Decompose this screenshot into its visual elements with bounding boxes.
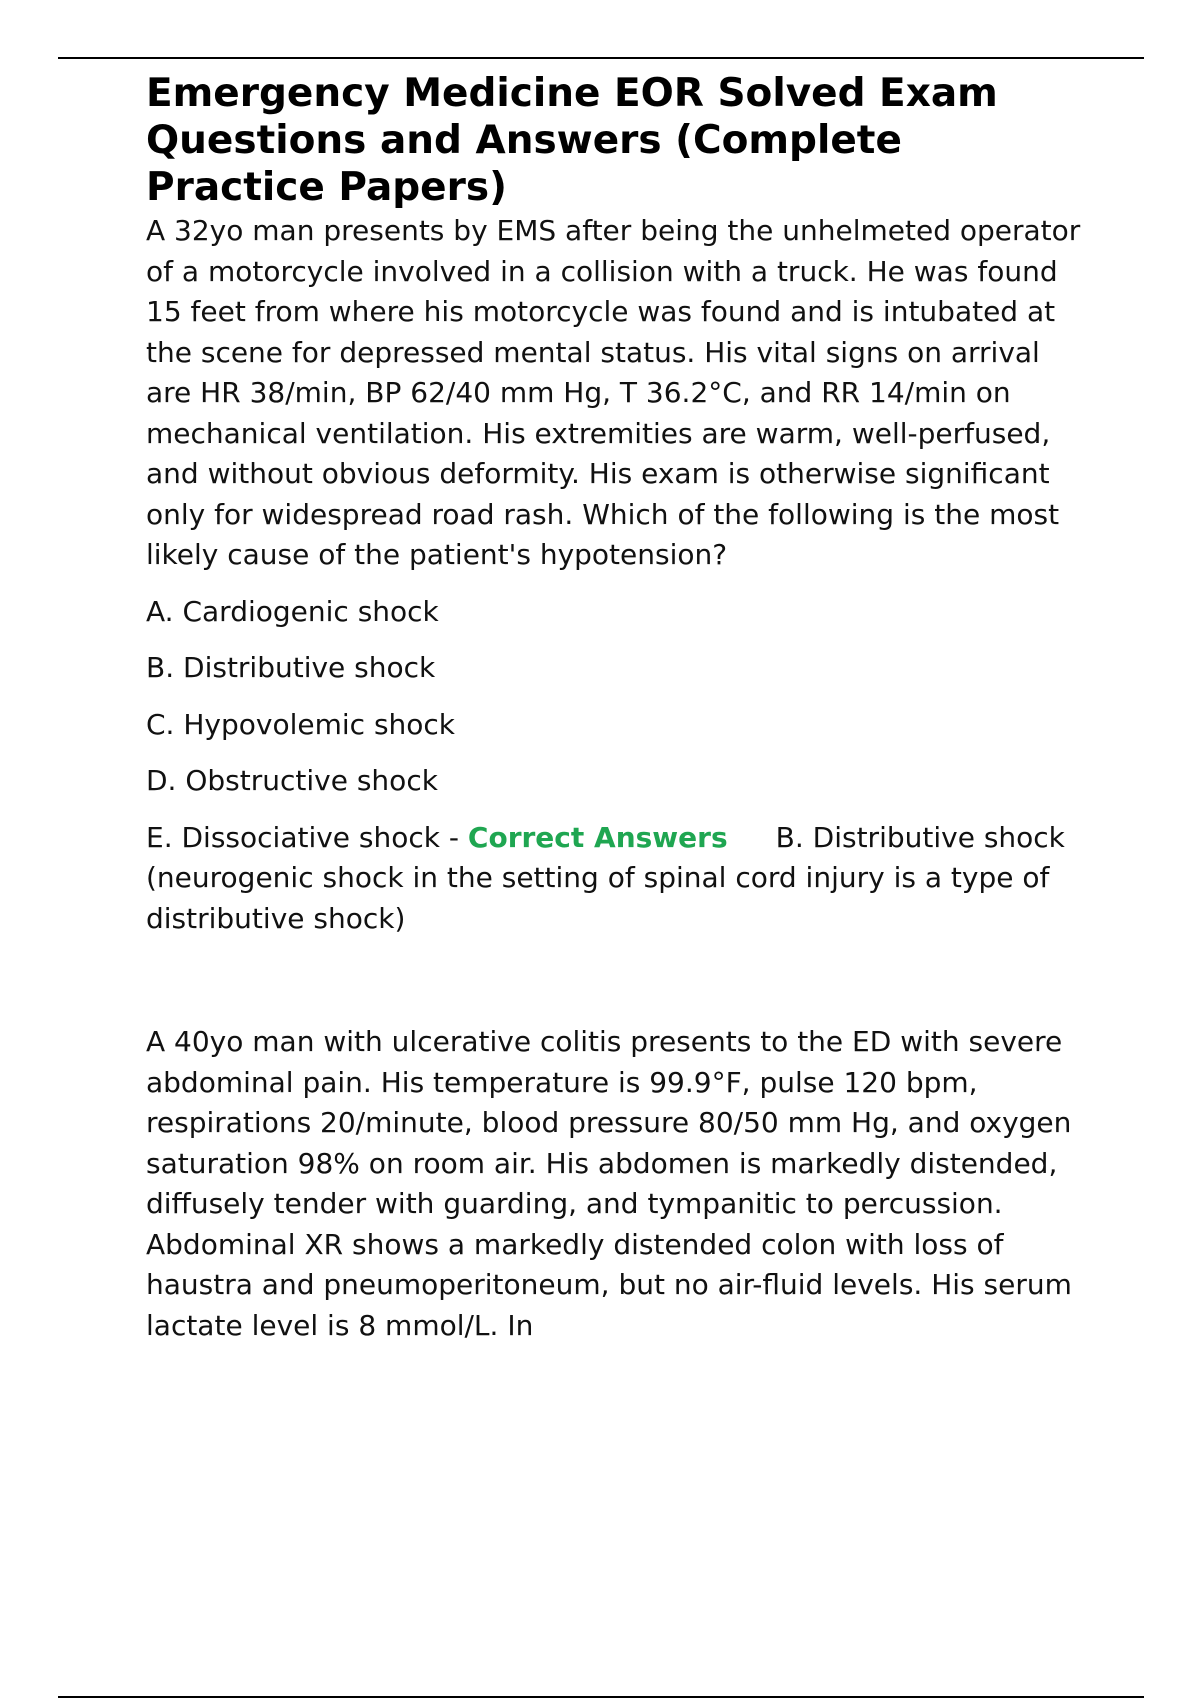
page-content (146, 70, 1086, 1346)
option-e-with-answer (146, 818, 1086, 940)
option-c: C. Hypovolemic shock (146, 707, 456, 741)
document-title: Emergency Medicine EOR Solved Exam Questions and Answers (Complete Practice Papers) (146, 71, 998, 210)
question-1 (146, 211, 1086, 939)
question-2 (146, 1022, 1086, 1346)
top-rule (58, 57, 1144, 59)
bottom-rule (58, 1696, 1144, 1698)
option-e: E. Dissociative shock - (146, 820, 468, 854)
question-1-text: A 32yo man presents by EMS after being the unhelmeted operator of a motorcycle involved in a collision with a truck. He was found 15 feet from where his motorcycle was found and is intubated at the scene for depressed mental status. His vital signs on arrival are HR 38/min, BP 62/40 mm Hg, T 36.2°C, and RR 14/min on mechanical ventilation. His extremities are warm, well-perfused, and without obvious deformity. His exam is otherwise significant only for widespread road rash. Which of the following is the most likely cause of the patient's hypotension? (146, 214, 1081, 571)
question-1-options (146, 592, 1086, 940)
question-2-text: A 40yo man with ulcerative colitis presents to the ED with severe abdominal pain. His temperature is 99.9°F, pulse 120 bpm, respirations 20/minute, blood pressure 80/50 mm Hg, and oxygen saturation 98% on room air. His abdomen is markedly distended, diffusely tender with guarding, and tympanitic to percussion. Abdominal XR shows a markedly distended colon with loss of haustra and pneumoperitoneum, but no air-fluid levels. His serum lactate level is 8 mmol/L. In (146, 1025, 1072, 1342)
option-b: B. Distributive shock (146, 651, 436, 684)
correct-answers-label: Correct Answers (467, 820, 728, 854)
option-a: A. Cardiogenic shock (146, 594, 439, 628)
question-1-answer: B. Distributive shock (neurogenic shock in the setting of spinal cord injury is a type of distributive shock) (146, 820, 1065, 935)
option-d: D. Obstructive shock (146, 764, 438, 797)
